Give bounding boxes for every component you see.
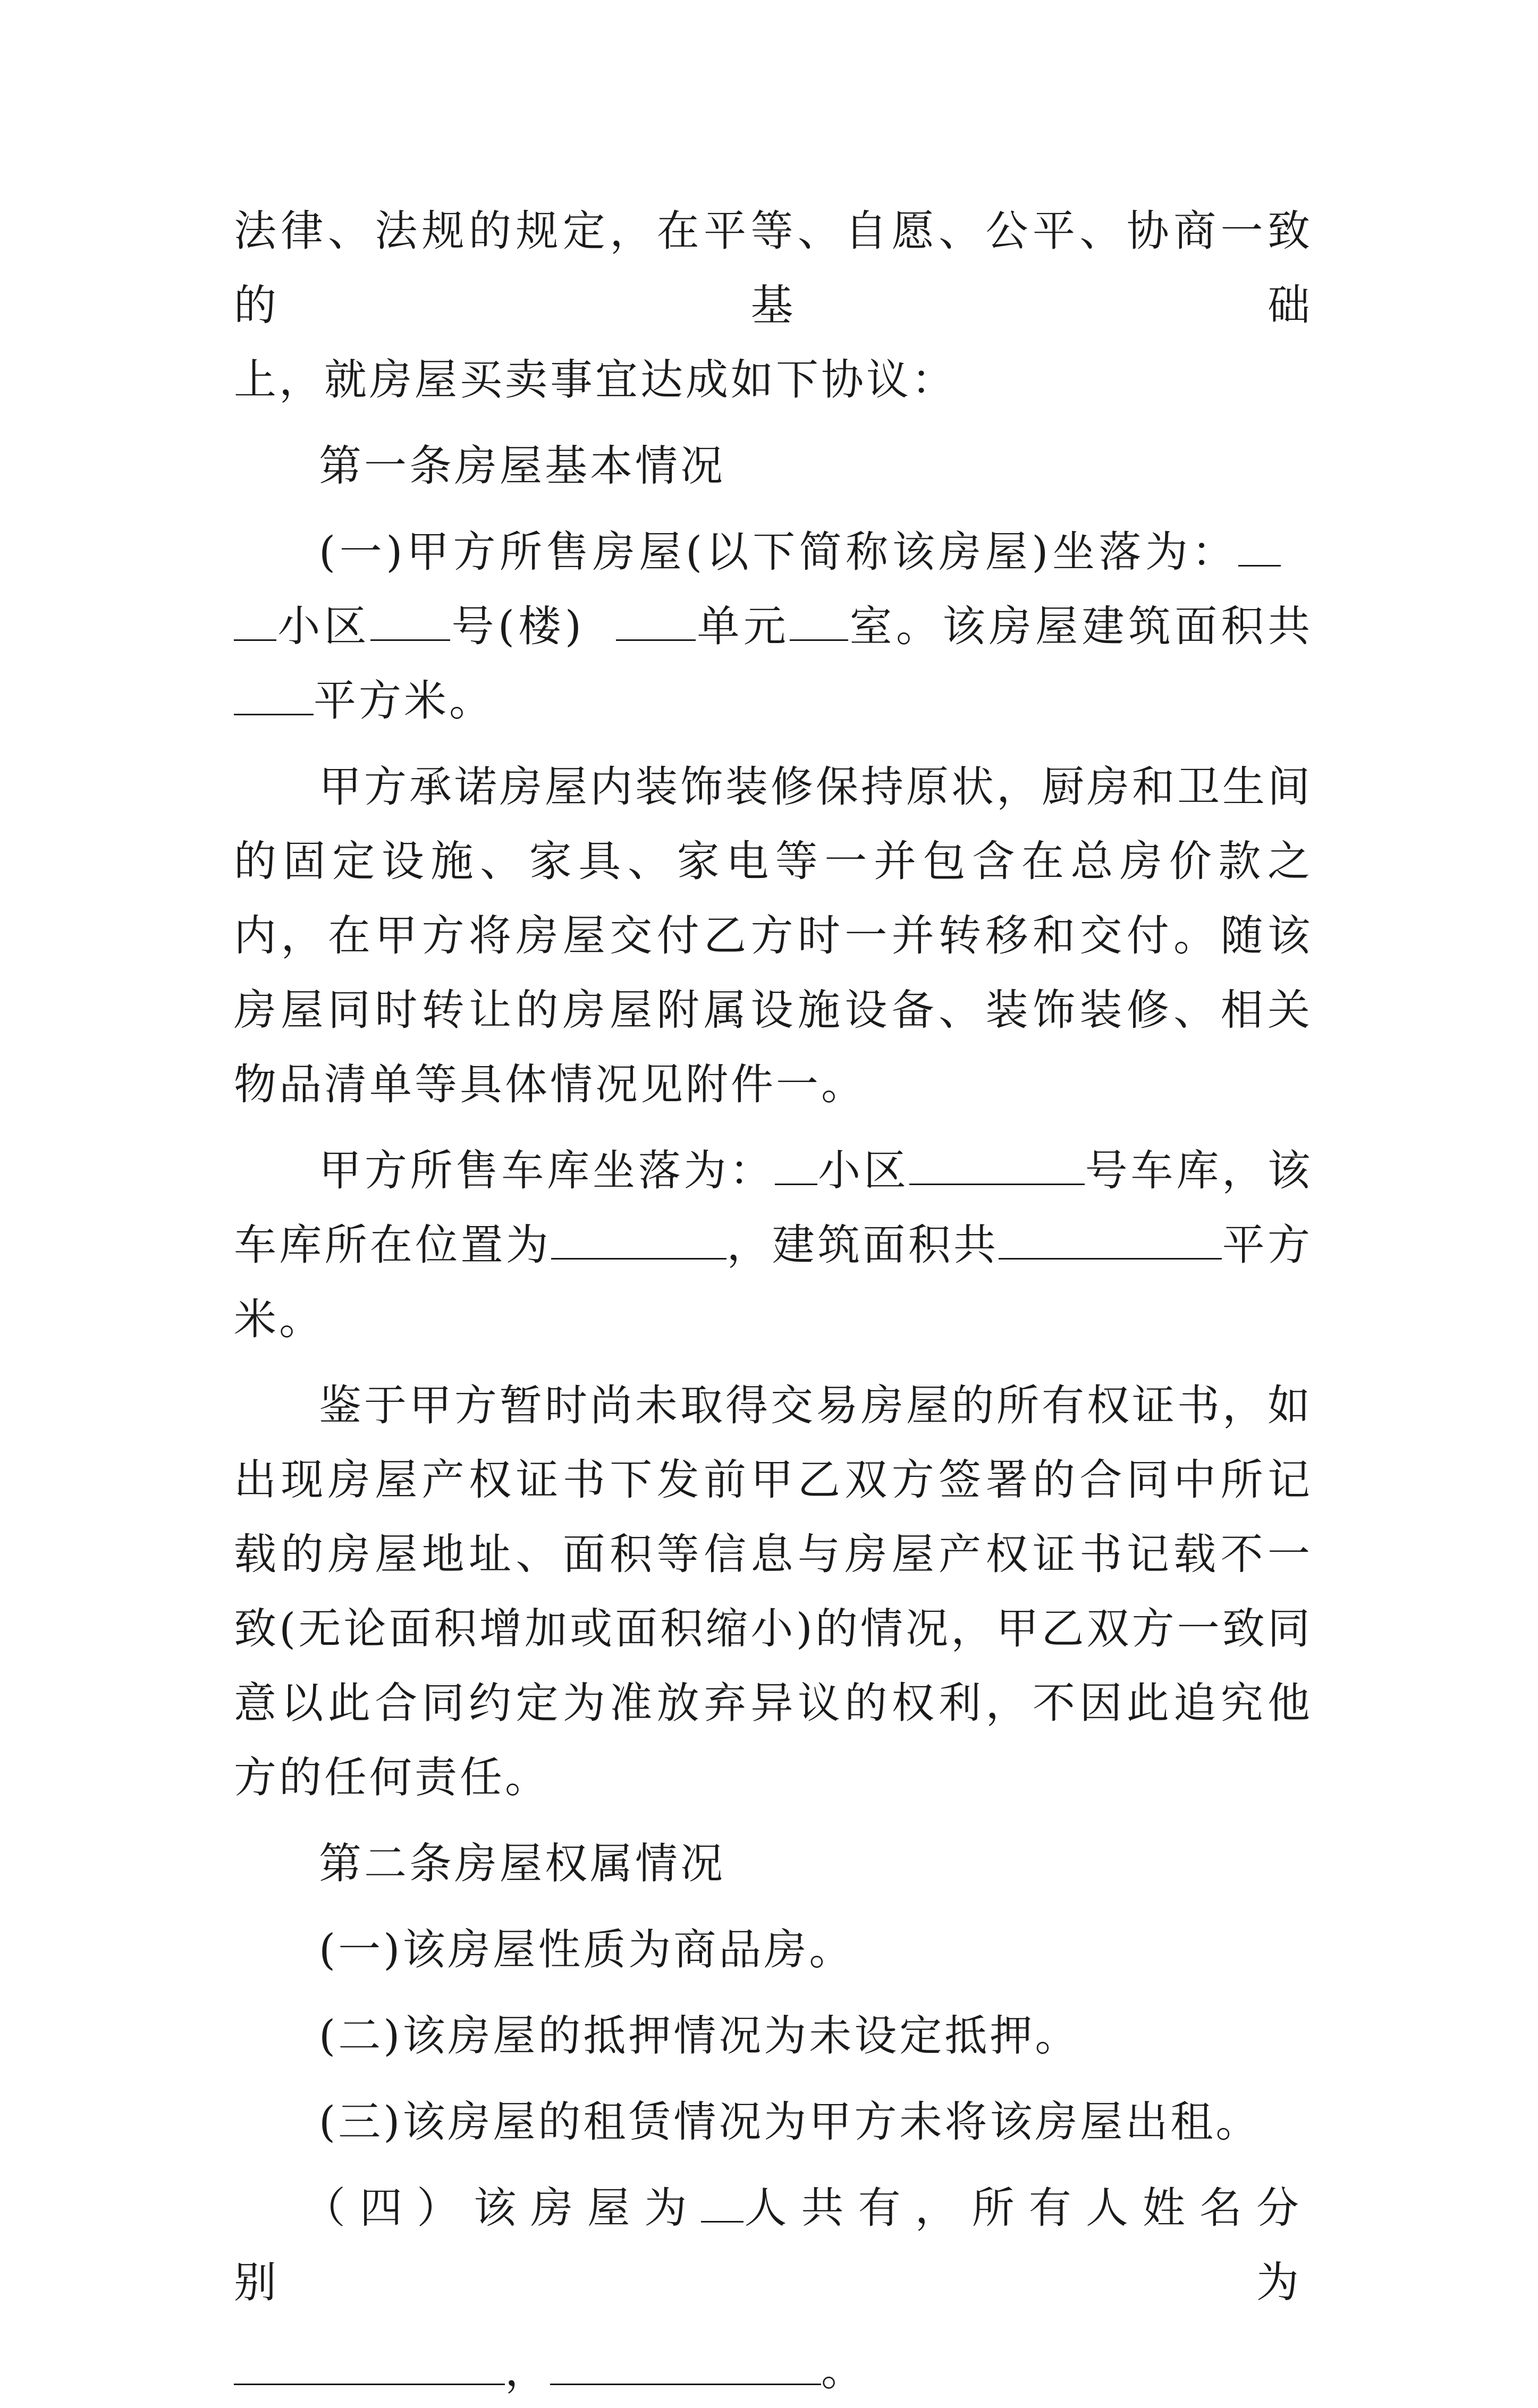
owner-line-2	[234, 2334, 1313, 2408]
article-1-title: 第一条房屋基本情况	[319, 441, 725, 491]
intro-line-1: 法律、法规的规定，在平等、自愿、公平、协商一致的基础	[234, 206, 1313, 330]
owner-line-1	[234, 2171, 1313, 2320]
article-2-title: 第二条房屋权属情况	[319, 1839, 725, 1888]
blank-garage-number	[909, 1146, 1085, 1185]
location-text-d: 单元	[696, 602, 790, 651]
blank-area	[234, 677, 314, 715]
location-text-b: 小区	[276, 602, 371, 651]
ownership-item-2: (二)该房屋的抵押情况为未设定抵押。	[319, 2011, 1080, 2060]
intro-paragraph	[234, 194, 1313, 417]
blank-owner-name-2	[550, 2346, 821, 2385]
blank-building	[370, 602, 450, 641]
intro-line-2: 上，就房屋买卖事宜达成如下协议：	[234, 355, 957, 404]
ownership-item-4	[234, 2171, 1313, 2408]
blank-garage-community	[775, 1146, 817, 1185]
blank-garage-position	[551, 1221, 726, 1260]
blank-unit	[616, 602, 696, 641]
blank-owner-count	[701, 2184, 743, 2223]
location-text-a: (一)甲方所售房屋(以下简称该房屋)坐落为：	[319, 527, 1238, 577]
owner-text-c: ，	[505, 2346, 550, 2395]
garage-paragraph	[234, 1134, 1313, 1357]
owner-text-b: 人共有，所有人姓名分别为	[234, 2183, 1313, 2307]
location-text-c: 号(楼)	[450, 602, 585, 651]
blank-garage-area	[999, 1221, 1222, 1260]
owner-text-a: （四）该房屋为	[303, 2183, 702, 2233]
garage-text-d: ，建筑面积共	[726, 1220, 999, 1270]
document-body	[234, 194, 1313, 2408]
house-location-paragraph	[234, 515, 1313, 738]
ownership-item-1: (一)该房屋性质为商品房。	[319, 1925, 855, 1974]
blank-community-1	[1238, 528, 1281, 567]
owner-text-d: 。	[821, 2346, 866, 2395]
garage-text-e: 平方米。	[234, 1220, 1313, 1344]
location-text-e: 室。该房屋建筑面积共	[848, 602, 1313, 651]
location-text-f: 平方米。	[314, 676, 494, 725]
ownership-item-3: (三)该房屋的租赁情况为甲方未将该房屋出租。	[319, 2097, 1261, 2147]
blank-owner-name-1	[234, 2346, 505, 2385]
decoration-paragraph: 甲方承诺房屋内装饰装修保持原状，厨房和卫生间的固定设施、家具、家电等一并包含在总房价款之内，在甲方将房屋交付乙方时一并转移和交付。随该房屋同时转让的房屋附属设施设备、装饰装修、相关物品清单等具体情况见附件一。	[234, 762, 1313, 1109]
garage-text-a: 甲方所售车库坐落为：	[319, 1146, 775, 1195]
certificate-paragraph: 鉴于甲方暂时尚未取得交易房屋的所有权证书，如出现房屋产权证书下发前甲乙双方签署的合同中所记载的房屋地址、面积等信息与房屋产权证书记载不一致(无论面积增加或面积缩小)的情况，甲乙双方一致同意以此合同约定为准放弃异议的权利，不因此追究他方的任何责任。	[234, 1381, 1313, 1802]
blank-room	[790, 602, 848, 641]
garage-text-b: 小区	[817, 1146, 909, 1195]
garage-text-c: 号车库，该车库所在位置为	[234, 1146, 1313, 1270]
blank-community-2	[234, 602, 276, 641]
